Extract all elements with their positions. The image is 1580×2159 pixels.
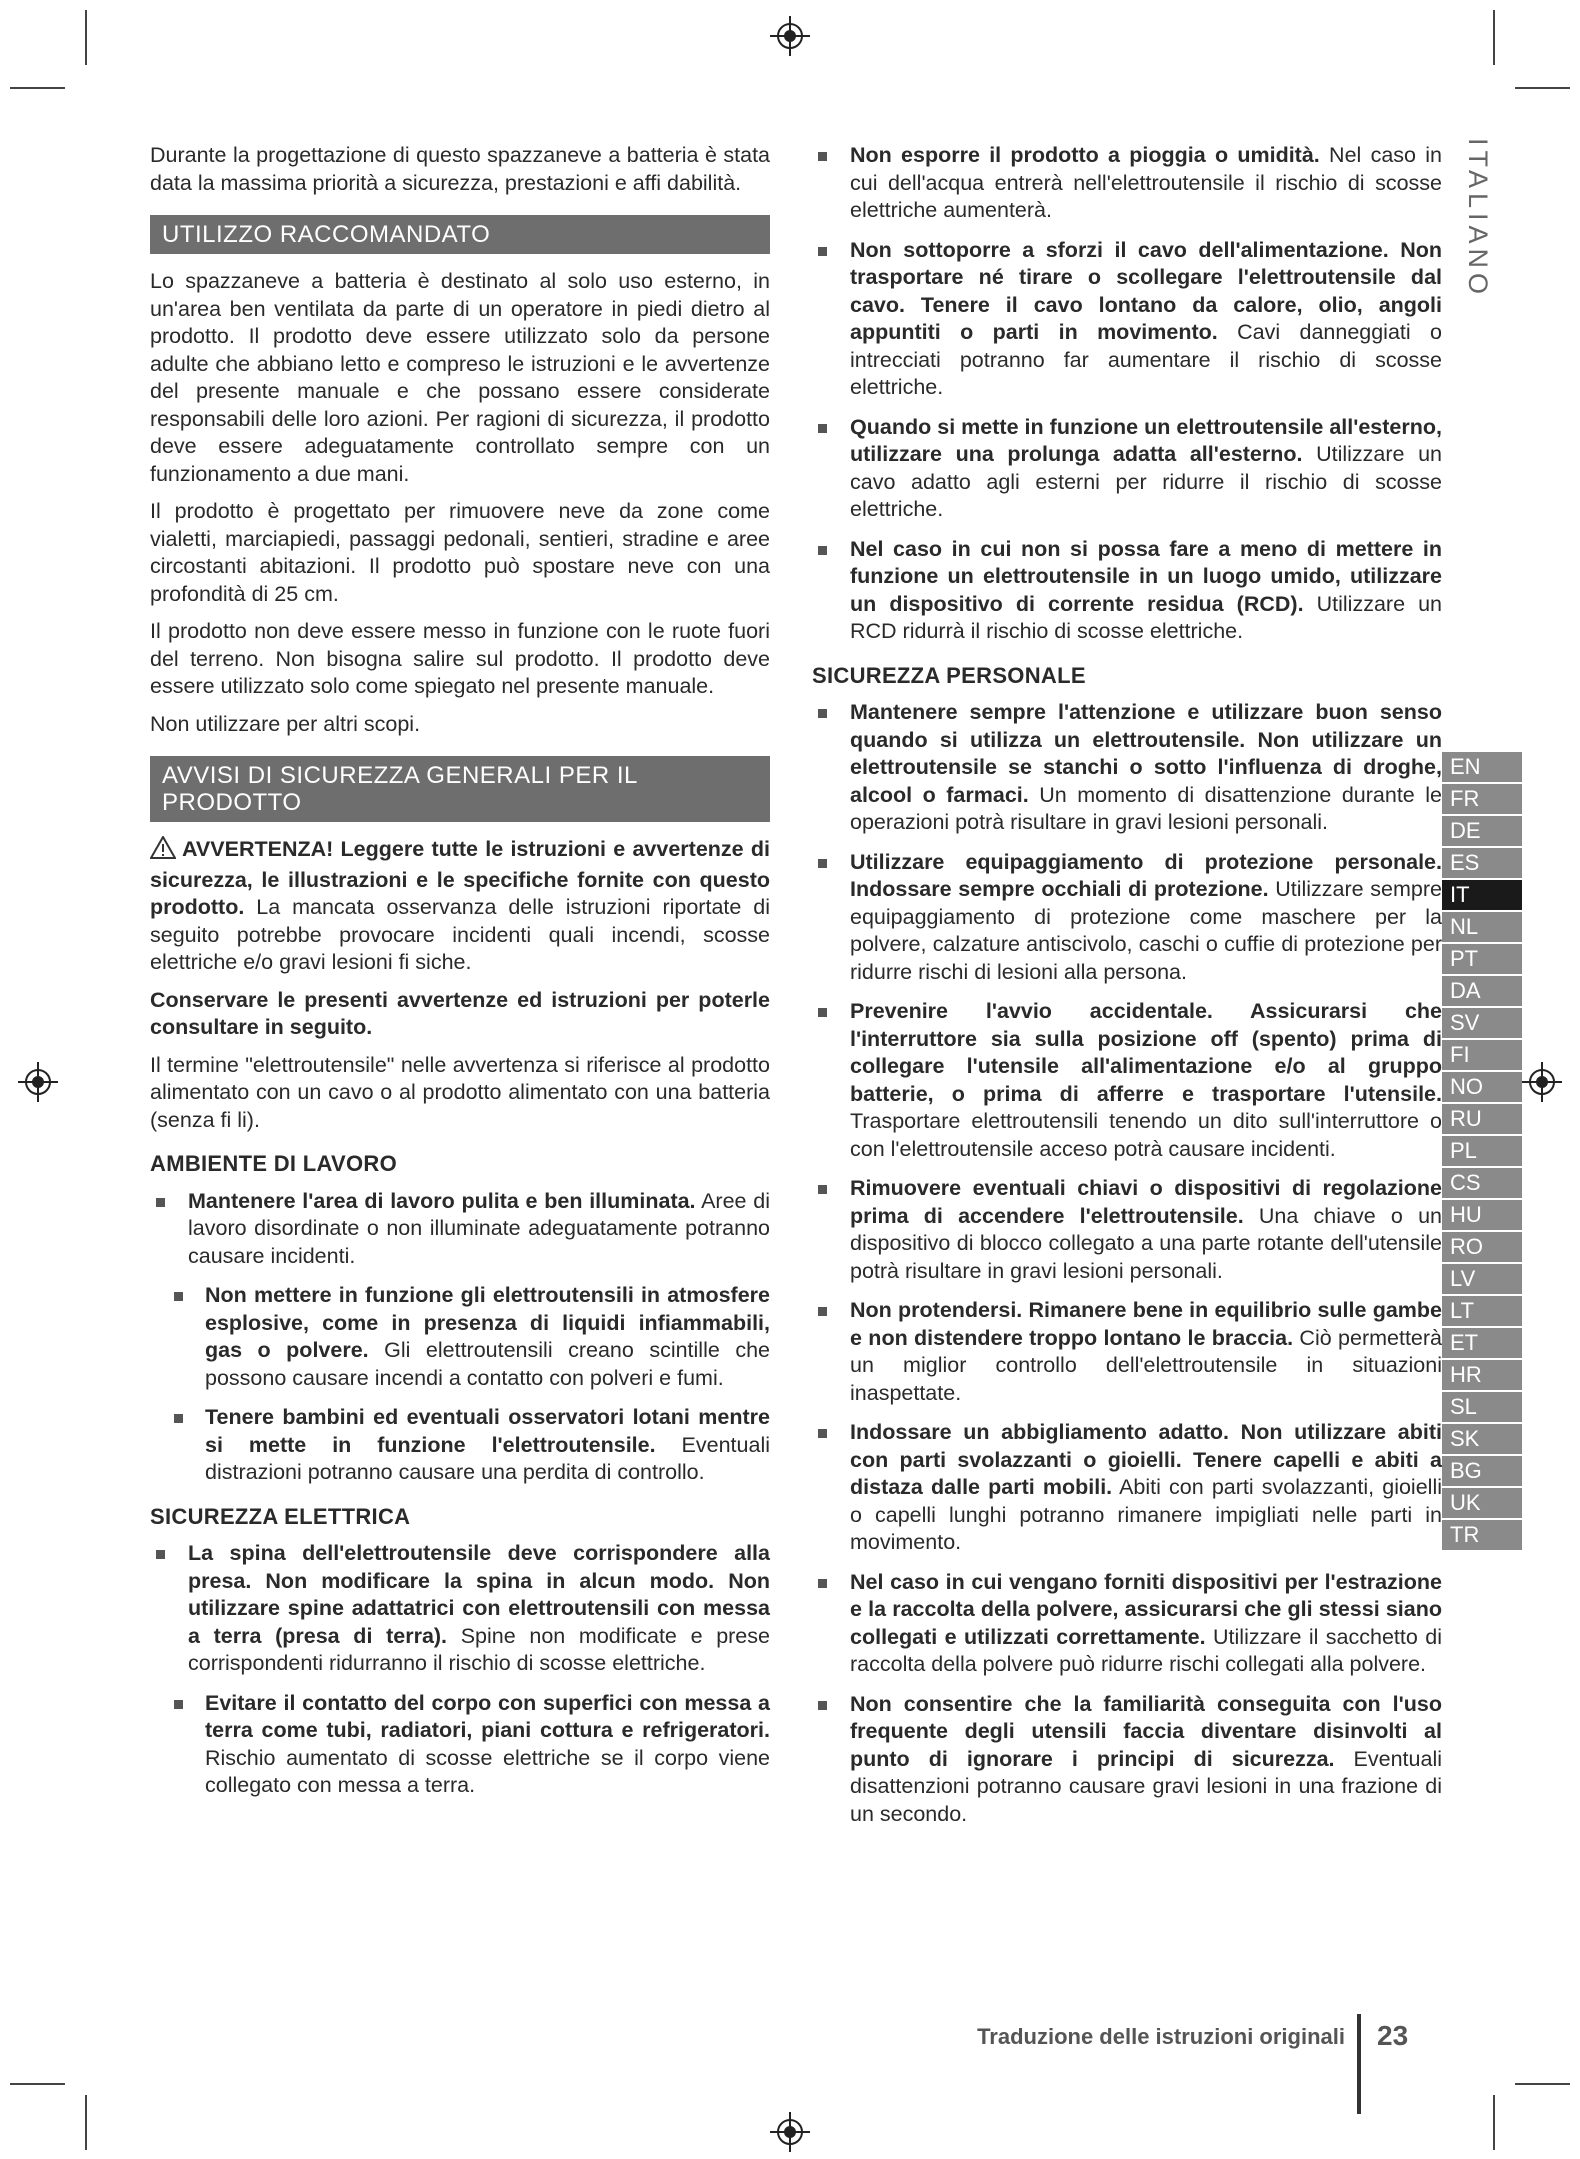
bullet-icon — [174, 1414, 183, 1423]
language-tab[interactable]: LT — [1442, 1296, 1522, 1326]
list-item — [150, 1188, 770, 1271]
item-bold: Rimuovere eventuali chiavi o dispositivi di regolazione prima di accendere l'elettroutensile. — [850, 1176, 1442, 1228]
left-column — [150, 142, 770, 1812]
language-tab[interactable]: TR — [1442, 1520, 1522, 1550]
section-heading-line: PRODOTTO — [162, 789, 302, 816]
bullet-icon — [818, 709, 827, 718]
electric-list-continued — [812, 142, 1442, 646]
list-item — [812, 237, 1442, 402]
registration-mark-icon — [16, 1060, 60, 1104]
language-side-label-text: ITALIANO — [1463, 137, 1494, 299]
paragraph: Il prodotto è progettato per rimuovere neve da zone come vialetti, marciapiedi, passaggi pedonali, sentieri, stradine e aree circostanti abitazioni. Il prodotto può spostare neve con una profondità di 25 cm. — [150, 499, 770, 606]
item-text: Nel caso in cui dell'acqua entrerà nell'elettroutensile il rischio di scosse elettriche aumenterà. — [850, 143, 1442, 222]
list-item — [812, 849, 1442, 987]
item-text: Cavi danneggiati o intrecciati potranno far aumentare il rischio di scosse elettriche. — [850, 320, 1442, 399]
section-heading-line: AVVISI DI SICUREZZA GENERALI PER IL — [162, 762, 638, 789]
bullet-icon — [818, 424, 827, 433]
item-bold: Mantenere sempre l'attenzione e utilizzare buon senso quando si utilizza un elettroutensile. Non utilizzare un elettroutensile se stanchi o sotto l'influenza di droghe, alcool o farmaci. — [850, 700, 1442, 807]
registration-mark-icon — [768, 14, 812, 58]
intro-paragraph: Durante la progettazione di questo spazzaneve a batteria è stata data la massima priorità a sicurezza, prestazioni e affi dabilità. — [150, 143, 770, 195]
bullet-icon — [818, 1008, 827, 1017]
warning-bold: AVVERTENZA! Leggere tutte le istruzioni e avvertenze di sicurezza, le illustrazioni e le specifiche fornite con questo prodotto. — [150, 837, 770, 919]
crop-mark — [1515, 87, 1570, 89]
language-tab[interactable]: DA — [1442, 976, 1522, 1006]
paragraph: Non utilizzare per altri scopi. — [150, 711, 421, 736]
item-text: Aree di lavoro disordinate o non illuminate adeguatamente potranno causare incidenti. — [188, 1188, 770, 1268]
item-text: Una chiave o un dispositivo di blocco collegato a una parte rotante dell'utensile potrà risultare in gravi lesioni personali. — [850, 1203, 1442, 1283]
item-text: Utilizzare un cavo adatto agli esterni per ridurre il rischio di scosse elettriche. — [850, 442, 1443, 521]
bullet-icon — [156, 1550, 165, 1559]
list-item — [812, 998, 1442, 1163]
crop-mark — [1493, 10, 1495, 65]
list-item — [812, 1569, 1442, 1679]
bullet-icon — [156, 1198, 165, 1207]
list-item — [812, 699, 1442, 837]
item-bold: Nel caso in cui non si possa fare a meno di mettere in funzione un elettroutensile in un luogo umido, utilizzare un dispositivo di corrente residua (RCD). — [850, 536, 1442, 616]
list-item — [812, 142, 1442, 225]
list-item — [150, 1404, 770, 1487]
list-item — [812, 1175, 1442, 1285]
crop-mark — [1493, 2095, 1495, 2150]
subheading: AMBIENTE DI LAVORO — [150, 1151, 397, 1176]
list-item — [150, 1282, 770, 1392]
language-tab[interactable]: UK — [1442, 1488, 1522, 1518]
item-text: Utilizzare sempre equipaggiamento di protezione come maschere per la polvere, calzature antiscivolo, caschi o cuffie di protezione per ridurre rischi di lesioni alla persona. — [850, 877, 1442, 984]
crop-mark — [85, 10, 87, 65]
footer-divider — [1357, 2014, 1361, 2114]
bullet-icon — [818, 546, 827, 555]
keep-instructions: Conservare le presenti avvertenze ed istruzioni per poterle consultare in seguito. — [150, 987, 770, 1039]
bullet-icon — [818, 1185, 827, 1194]
subheading: SICUREZZA PERSONALE — [812, 662, 1086, 688]
list-item — [812, 1297, 1442, 1407]
list-item — [812, 536, 1442, 646]
item-bold: Quando si mette in funzione un elettroutensile all'esterno, utilizzare una prolunga adatta all'esterno. — [850, 414, 1442, 466]
language-tab[interactable]: HR — [1442, 1360, 1522, 1390]
registration-mark-icon — [1520, 1060, 1564, 1104]
electric-list — [150, 1540, 770, 1800]
language-tab[interactable]: CS — [1442, 1168, 1522, 1198]
item-text: Un momento di disattenzione durante le operazioni potrà risultare in gravi lesioni personali. — [850, 782, 1442, 834]
page-number: 23 — [1377, 2020, 1409, 2051]
item-bold: Utilizzare equipaggiamento di protezione personale. Indossare sempre occhiali di protezione. — [850, 849, 1442, 901]
subheading: SICUREZZA ELETTRICA — [150, 1503, 411, 1529]
list-item — [812, 414, 1442, 524]
item-text: Spine non modificate e prese corrispondenti ridurranno il rischio di scosse elettriche. — [188, 1623, 770, 1675]
list-item — [812, 1691, 1442, 1829]
paragraph: Lo spazzaneve a batteria è destinato al solo uso esterno, in un'area ben ventilata da parte di un operatore in piedi dietro al prodotto. Il prodotto deve essere utilizzato solo da persone adulte che abbiano letto e compreso le istruzioni e le avvertenze del presente manuale e che possano essere considerate responsabili delle loro azioni. Per ragioni di sicurezza, il prodotto deve essere adeguatamente controllato sempre con un funzionamento a due mani. — [150, 269, 770, 486]
language-tab[interactable]: FI — [1442, 1040, 1522, 1070]
language-tab[interactable]: ET — [1442, 1328, 1522, 1358]
list-item — [150, 1540, 770, 1678]
item-bold: Non esporre il prodotto a pioggia o umidità. — [850, 143, 1320, 167]
language-tab[interactable]: RU — [1442, 1104, 1522, 1134]
item-bold: Tenere bambini ed eventuali osservatori lotani mentre si mette in funzione l'elettroutensile. — [205, 1405, 770, 1457]
language-tab[interactable]: FR — [1442, 784, 1522, 814]
item-text: Rischio aumentato di scosse elettriche se il corpo viene collegato con messa a terra. — [205, 1745, 770, 1797]
work-list — [150, 1188, 770, 1487]
item-bold: Non sottoporre a sforzi il cavo dell'alimentazione. Non trasportare né tirare o scollegare l'elettroutensile dal cavo. Tenere il cavo lontano da calore, olio, angoli appuntiti o parti in movimento. — [850, 237, 1442, 344]
item-bold: Non protendersi. Rimanere bene in equilibrio sulle gambe e non distendere troppo lontano le braccia. — [850, 1298, 1442, 1350]
right-column — [812, 142, 1442, 1840]
bullet-icon — [818, 1701, 827, 1710]
language-tab[interactable]: SK — [1442, 1424, 1522, 1454]
language-tab[interactable]: BG — [1442, 1456, 1522, 1486]
language-tab[interactable]: ES — [1442, 848, 1522, 878]
warning-triangle-icon — [150, 836, 176, 867]
warning-paragraph — [150, 836, 770, 977]
language-tab[interactable]: LV — [1442, 1264, 1522, 1294]
item-bold: Non mettere in funzione gli elettroutensili in atmosfere esplosive, come in presenza di liquidi infiammabili, gas o polvere. — [205, 1283, 770, 1362]
language-tab-active[interactable]: IT — [1442, 880, 1522, 910]
crop-mark — [1515, 2083, 1570, 2085]
language-tab[interactable]: SL — [1442, 1392, 1522, 1422]
item-text: Trasportare elettroutensili tenendo un dito sull'interruttore o con l'elettroutensile acceso potrà causare incidenti. — [850, 1109, 1442, 1161]
section-heading: UTILIZZO RACCOMANDATO — [150, 215, 770, 254]
crop-mark — [10, 2083, 65, 2085]
language-tab[interactable]: HU — [1442, 1200, 1522, 1230]
language-tab[interactable]: EN — [1442, 752, 1522, 782]
item-bold: Evitare il contatto del corpo con superfici con messa a terra come tubi, radiatori, piani cottura e refrigeratori. — [205, 1690, 770, 1742]
language-tab[interactable]: DE — [1442, 816, 1522, 846]
footer-text: Traduzione delle istruzioni originali — [977, 2024, 1345, 2049]
item-text: Utilizzare un RCD ridurrà il rischio di scosse elettriche. — [850, 591, 1443, 643]
language-tab[interactable]: SV — [1442, 1008, 1522, 1038]
item-text: Ciò permetterà un miglior controllo dell'elettroutensile in situazioni inaspettate. — [850, 1325, 1442, 1405]
bullet-icon — [818, 1429, 827, 1438]
list-item — [812, 1419, 1442, 1557]
registration-mark-icon — [768, 2110, 812, 2154]
paragraph: Il prodotto non deve essere messo in funzione con le ruote fuori del terreno. Non bisogna salire sul prodotto. Il prodotto deve essere utilizzato solo come spiegato nel presente manuale. — [150, 619, 770, 698]
item-bold: Prevenire l'avvio accidentale. Assicurarsi che l'interruttore sia sulla posizione off (spento) prima di collegare l'utensile all'alimentazione e/o al gruppo batterie, o prima di afferre e trasportare l'utensile. — [850, 999, 1442, 1106]
bullet-icon — [818, 1307, 827, 1316]
list-item — [150, 1690, 770, 1800]
item-text: Abiti con parti svolazzanti, gioielli o capelli lunghi potranno rimanere impigliati nelle parti in movimento. — [850, 1475, 1442, 1554]
language-tab[interactable]: PL — [1442, 1136, 1522, 1166]
item-bold: Nel caso in cui vengano forniti dispositivi per l'estrazione e la raccolta della polvere, assicurarsi che gli stessi siano collegati e utilizzati correttamente. — [850, 1569, 1442, 1649]
item-text: Eventuali distrazioni potranno causare una perdita di controllo. — [205, 1432, 770, 1484]
item-bold: Non consentire che la familiarità conseguita con l'uso frequente degli utensili faccia diventare disinvolti al punto di ignorare i principi di sicurezza. — [850, 1691, 1442, 1771]
bullet-icon — [174, 1700, 183, 1709]
personal-list — [812, 699, 1442, 1828]
item-text: Eventuali disattenzioni potranno causare gravi lesioni in una frazione di un secondo. — [850, 1746, 1442, 1826]
language-side-label — [1458, 137, 1498, 299]
language-tab[interactable]: PT — [1442, 944, 1522, 974]
bullet-icon — [174, 1292, 183, 1301]
item-text: Utilizzare il sacchetto di raccolta della polvere può ridurre rischi collegati alla polvere. — [850, 1624, 1442, 1676]
item-text: Gli elettroutensili creano scintille che possono causare incendi a contatto con polveri e fumi. — [205, 1338, 770, 1390]
bullet-icon — [818, 247, 827, 256]
bullet-icon — [818, 1579, 827, 1588]
bullet-icon — [818, 152, 827, 161]
crop-mark — [85, 2095, 87, 2150]
section-heading — [150, 756, 770, 822]
warning-text: La mancata osservanza delle istruzioni riportate di seguito potrebbe provocare incidenti quali incendi, scosse elettriche e/o gravi lesioni fi siche. — [150, 895, 770, 974]
item-bold: La spina dell'elettroutensile deve corrispondere alla presa. Non modificare la spina in alcun modo. Non utilizzare spine adattatrici con elettroutensili con messa a terra (presa di terra). — [188, 1541, 770, 1648]
language-tab[interactable]: NO — [1442, 1072, 1522, 1102]
term-paragraph: Il termine "elettroutensile" nelle avvertenza si riferisce al prodotto alimentato con un cavo o al prodotto alimentato con una batteria (senza fi li). — [150, 1052, 770, 1132]
language-tabs — [1442, 752, 1522, 1552]
item-bold: Mantenere l'area di lavoro pulita e ben illuminata. — [188, 1188, 696, 1213]
item-bold: Indossare un abbigliamento adatto. Non utilizzare abiti con parti svolazzanti o gioielli. Tenere capelli e abiti a distaza dalle parti mobili. — [850, 1420, 1442, 1499]
crop-mark — [10, 87, 65, 89]
language-tab[interactable]: NL — [1442, 912, 1522, 942]
bullet-icon — [818, 859, 827, 868]
language-tab[interactable]: RO — [1442, 1232, 1522, 1262]
